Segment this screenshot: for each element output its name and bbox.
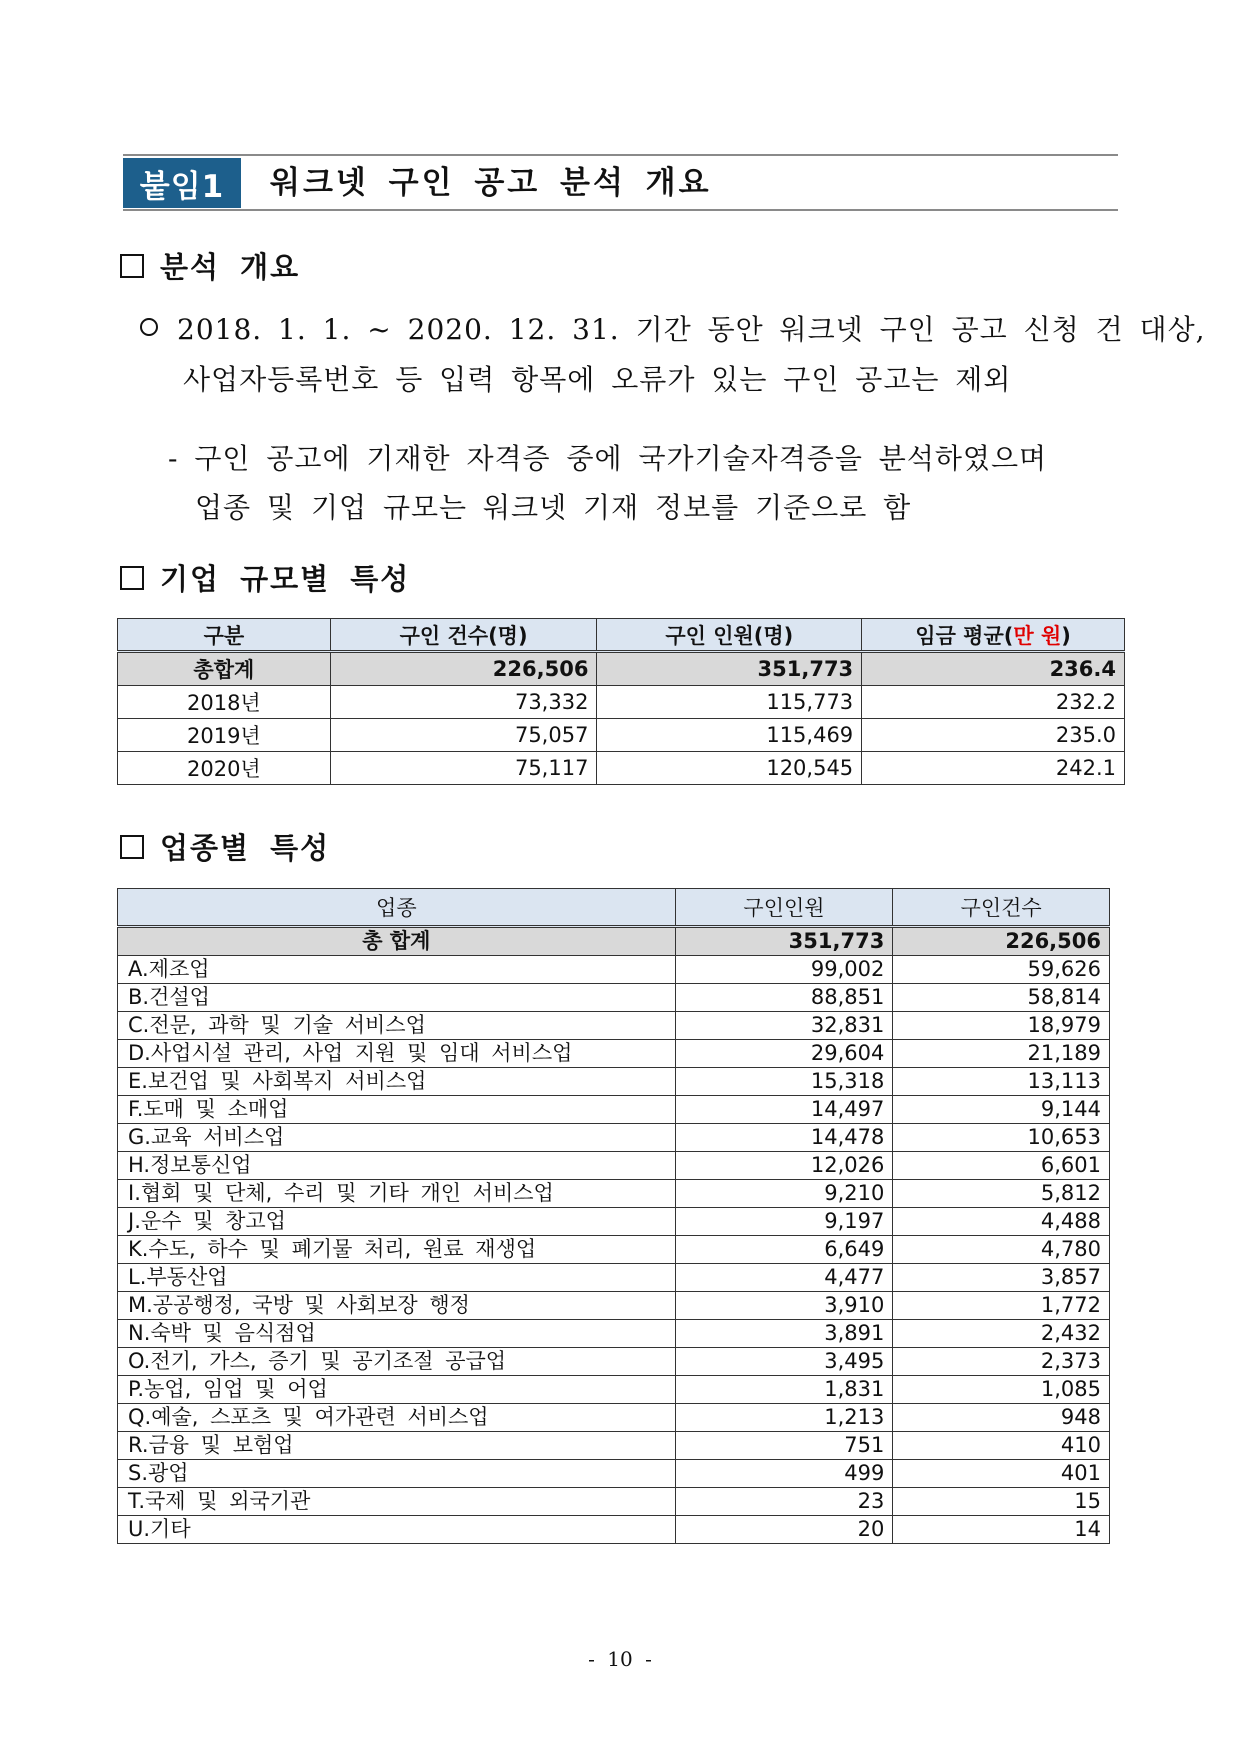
table-row: H.정보통신업 12,026 6,601: [118, 1152, 1110, 1180]
column-header: 구인 인원(명): [597, 619, 862, 652]
checkbox-square-icon: [120, 566, 144, 590]
industry-table: [117, 888, 1110, 1544]
table-row: D.사업시설 관리, 사업 지원 및 임대 서비스업 29,604 21,189: [118, 1040, 1110, 1068]
page-number: - 10 -: [588, 1647, 652, 1671]
table-header-row: [118, 889, 1110, 927]
table-row: O.전기, 가스, 증기 및 공기조절 공급업 3,495 2,373: [118, 1348, 1110, 1376]
table-row: J.운수 및 창고업 9,197 4,488: [118, 1208, 1110, 1236]
section-heading-text: 분석 개요: [160, 250, 301, 284]
attachment-badge: 붙임1: [123, 158, 241, 208]
table-row: K.수도, 하수 및 폐기물 처리, 원료 재생업 6,649 4,780: [118, 1236, 1110, 1264]
table-row: T.국제 및 외국기관 23 15: [118, 1488, 1110, 1516]
overview-dash-line-2: 업종 및 기업 규모는 워크넷 기재 정보를 기준으로 함: [195, 491, 912, 524]
checkbox-square-icon: [120, 835, 144, 859]
table-row: B.건설업 88,851 58,814: [118, 984, 1110, 1012]
section-heading-company-size: [120, 557, 410, 598]
table-row: U.기타 20 14: [118, 1516, 1110, 1544]
column-header: 구인 건수(명): [330, 619, 597, 652]
column-header: 구인인원: [675, 889, 893, 927]
section-heading-text: 업종별 특성: [160, 831, 331, 865]
table-row: E.보건업 및 사회복지 서비스업 15,318 13,113: [118, 1068, 1110, 1096]
overview-dash-line-1: - 구인 공고에 기재한 자격증 중에 국가기술자격증을 분석하였으며: [168, 442, 1048, 475]
table-row: M.공공행정, 국방 및 사회보장 행정 3,910 1,772: [118, 1292, 1110, 1320]
table-row: Q.예술, 스포츠 및 여가관련 서비스업 1,213 948: [118, 1404, 1110, 1432]
column-header: 임금 평균(만 원): [862, 619, 1125, 652]
header-rule-bottom: [123, 209, 1118, 211]
circle-bullet-icon: [140, 318, 158, 336]
overview-line-2: 사업자등록번호 등 입력 항목에 오류가 있는 구인 공고는 제외: [183, 363, 1012, 396]
section-heading-overview: [120, 245, 300, 286]
table-row-total: 총 합계 351,773 226,506: [118, 927, 1110, 956]
table-header-row: [118, 619, 1125, 652]
table-row: F.도매 및 소매업 14,497 9,144: [118, 1096, 1110, 1124]
column-header: 구인건수: [893, 889, 1110, 927]
unit-highlight: 만 원: [1013, 623, 1062, 648]
table-row: 2019년 75,057 115,469 235.0: [118, 719, 1125, 752]
table-row: P.농업, 임업 및 어업 1,831 1,085: [118, 1376, 1110, 1404]
section-heading-industry: [120, 826, 330, 867]
table-row-total: 총합계 226,506 351,773 236.4: [118, 652, 1125, 686]
table-row: 2020년 75,117 120,545 242.1: [118, 752, 1125, 785]
table-row: C.전문, 과학 및 기술 서비스업 32,831 18,979: [118, 1012, 1110, 1040]
table-row: G.교육 서비스업 14,478 10,653: [118, 1124, 1110, 1152]
table-row: L.부동산업 4,477 3,857: [118, 1264, 1110, 1292]
company-size-table: [117, 618, 1125, 785]
checkbox-square-icon: [120, 254, 144, 278]
header-rule-top: [123, 154, 1118, 156]
column-header: 업종: [118, 889, 676, 927]
column-header: 구분: [118, 619, 331, 652]
overview-line-1: 2018. 1. 1. ~ 2020. 12. 31. 기간 동안 워크넷 구인 공고 신청 건 대상,: [177, 313, 1206, 346]
table-row: A.제조업 99,002 59,626: [118, 956, 1110, 984]
table-row: I.협회 및 단체, 수리 및 기타 개인 서비스업 9,210 5,812: [118, 1180, 1110, 1208]
table-row: 2018년 73,332 115,773 232.2: [118, 686, 1125, 719]
section-heading-text: 기업 규모별 특성: [160, 562, 411, 596]
table-row: R.금융 및 보험업 751 410: [118, 1432, 1110, 1460]
page-title: 워크넷 구인 공고 분석 개요: [270, 165, 712, 201]
table-row: N.숙박 및 음식점업 3,891 2,432: [118, 1320, 1110, 1348]
table-row: S.광업 499 401: [118, 1460, 1110, 1488]
